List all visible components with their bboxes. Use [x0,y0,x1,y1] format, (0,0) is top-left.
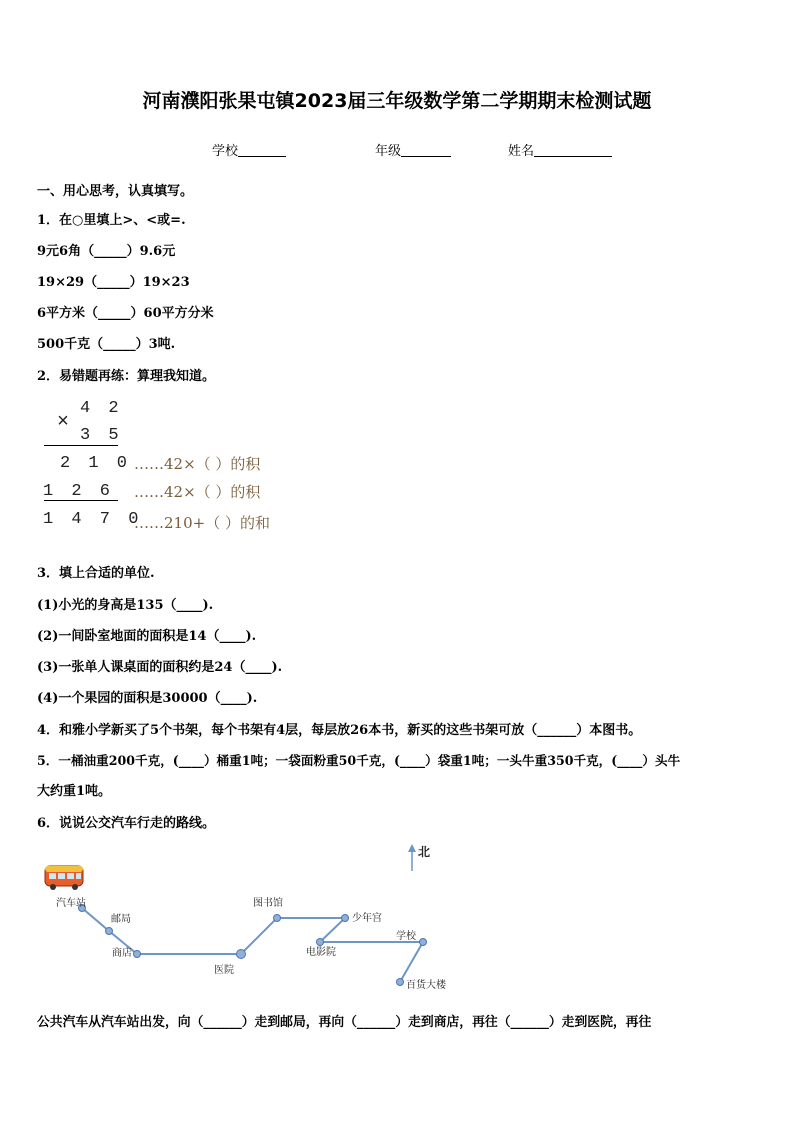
stop-label: 学校 [396,931,416,942]
stop-label: 少年宫 [352,913,382,924]
stop-label: 商店 [112,948,132,959]
q3-item: (2)一间卧室地面的面积是14（____). [37,629,257,644]
q4-text: 4．和雅小学新买了5个书架，每个书架有4层，每层放26本书，新买的这些书架可放（______）本图书。 [37,723,642,738]
stop-label: 汽车站 [56,898,86,909]
q3-item: (1)小光的身高是135（____). [37,598,214,613]
name-field: 姓名 [508,140,612,159]
page-title: 河南濮阳张果屯镇2023届三年级数学第二学期期末检测试题 [142,90,652,112]
q5-text: 5．一桶油重200千克，(____）桶重1吨；一袋面粉重50千克，(____）袋重1吨；一头牛重350千克，(____）头牛 [37,753,681,768]
q1-item: 19×29（_____）19×23 [37,275,190,290]
stop-label: 邮局 [111,914,131,925]
q1-item: 6平方米（_____）60平方分米 [37,306,214,321]
q1-item: 500千克（_____）3吨. [37,337,176,352]
name-blank[interactable] [534,142,612,157]
stop-department-store [397,979,404,986]
grade-blank[interactable] [401,142,451,157]
q1-item: 9元6角（_____）9.6元 [37,244,176,259]
q2-label: 2．易错题再练：算理我知道。 [37,369,216,384]
calc-note-1: ……42×（ ）的积 [134,455,261,473]
q1-label: 1．在○里填上>、<或=. [37,213,186,228]
stop-hospital [237,950,246,959]
multiplicand: 4 2 [80,399,123,418]
school-field: 学校 [212,140,286,159]
stop-label: 医院 [214,965,234,976]
stop-library [274,915,281,922]
q3-label: 3．填上合适的单位. [37,566,155,581]
q6-label: 6．说说公交汽车行走的路线。 [37,816,216,831]
school-blank[interactable] [238,142,286,157]
calc-rule [44,445,118,446]
q6-question: 公共汽车从汽车站出发，向（______）走到邮局，再向（______）走到商店，再往（______）走到医院，再往 [37,1015,652,1030]
stop-school [420,939,427,946]
q3-item: (3)一张单人课桌面的面积约是24（____). [37,660,283,675]
stop-label: 图书馆 [253,898,283,909]
calc-note-3: ……210+（ ）的和 [134,514,270,532]
multiplier: 3 5 [80,426,123,445]
grade-field: 年级 [375,140,451,159]
stop-cinema [317,939,324,946]
north-arrow-icon [408,844,416,871]
stop-youth-palace [342,915,349,922]
calc-note-2: ……42×（ ）的积 [134,483,261,501]
section-heading: 一、用心思考，认真填写。 [37,184,194,199]
stop-label: 电影院 [306,947,336,958]
q5-text-cont: 大约重1吨。 [37,784,112,799]
partial-product-1: 2 1 0 [60,454,132,473]
stop-label: 百货大楼 [406,980,446,991]
north-label: 北 [418,845,431,859]
stop-post-office [106,928,113,935]
bus-icon [45,866,83,890]
product-sum: 1 4 7 0 [43,510,143,529]
stop-shop [134,951,141,958]
q3-item: (4)一个果园的面积是30000（____). [37,691,258,706]
calc-rule [44,500,118,501]
times-sign: × [57,411,74,434]
partial-product-2: 1 2 6 [43,482,115,501]
bus-route-map [0,838,794,998]
